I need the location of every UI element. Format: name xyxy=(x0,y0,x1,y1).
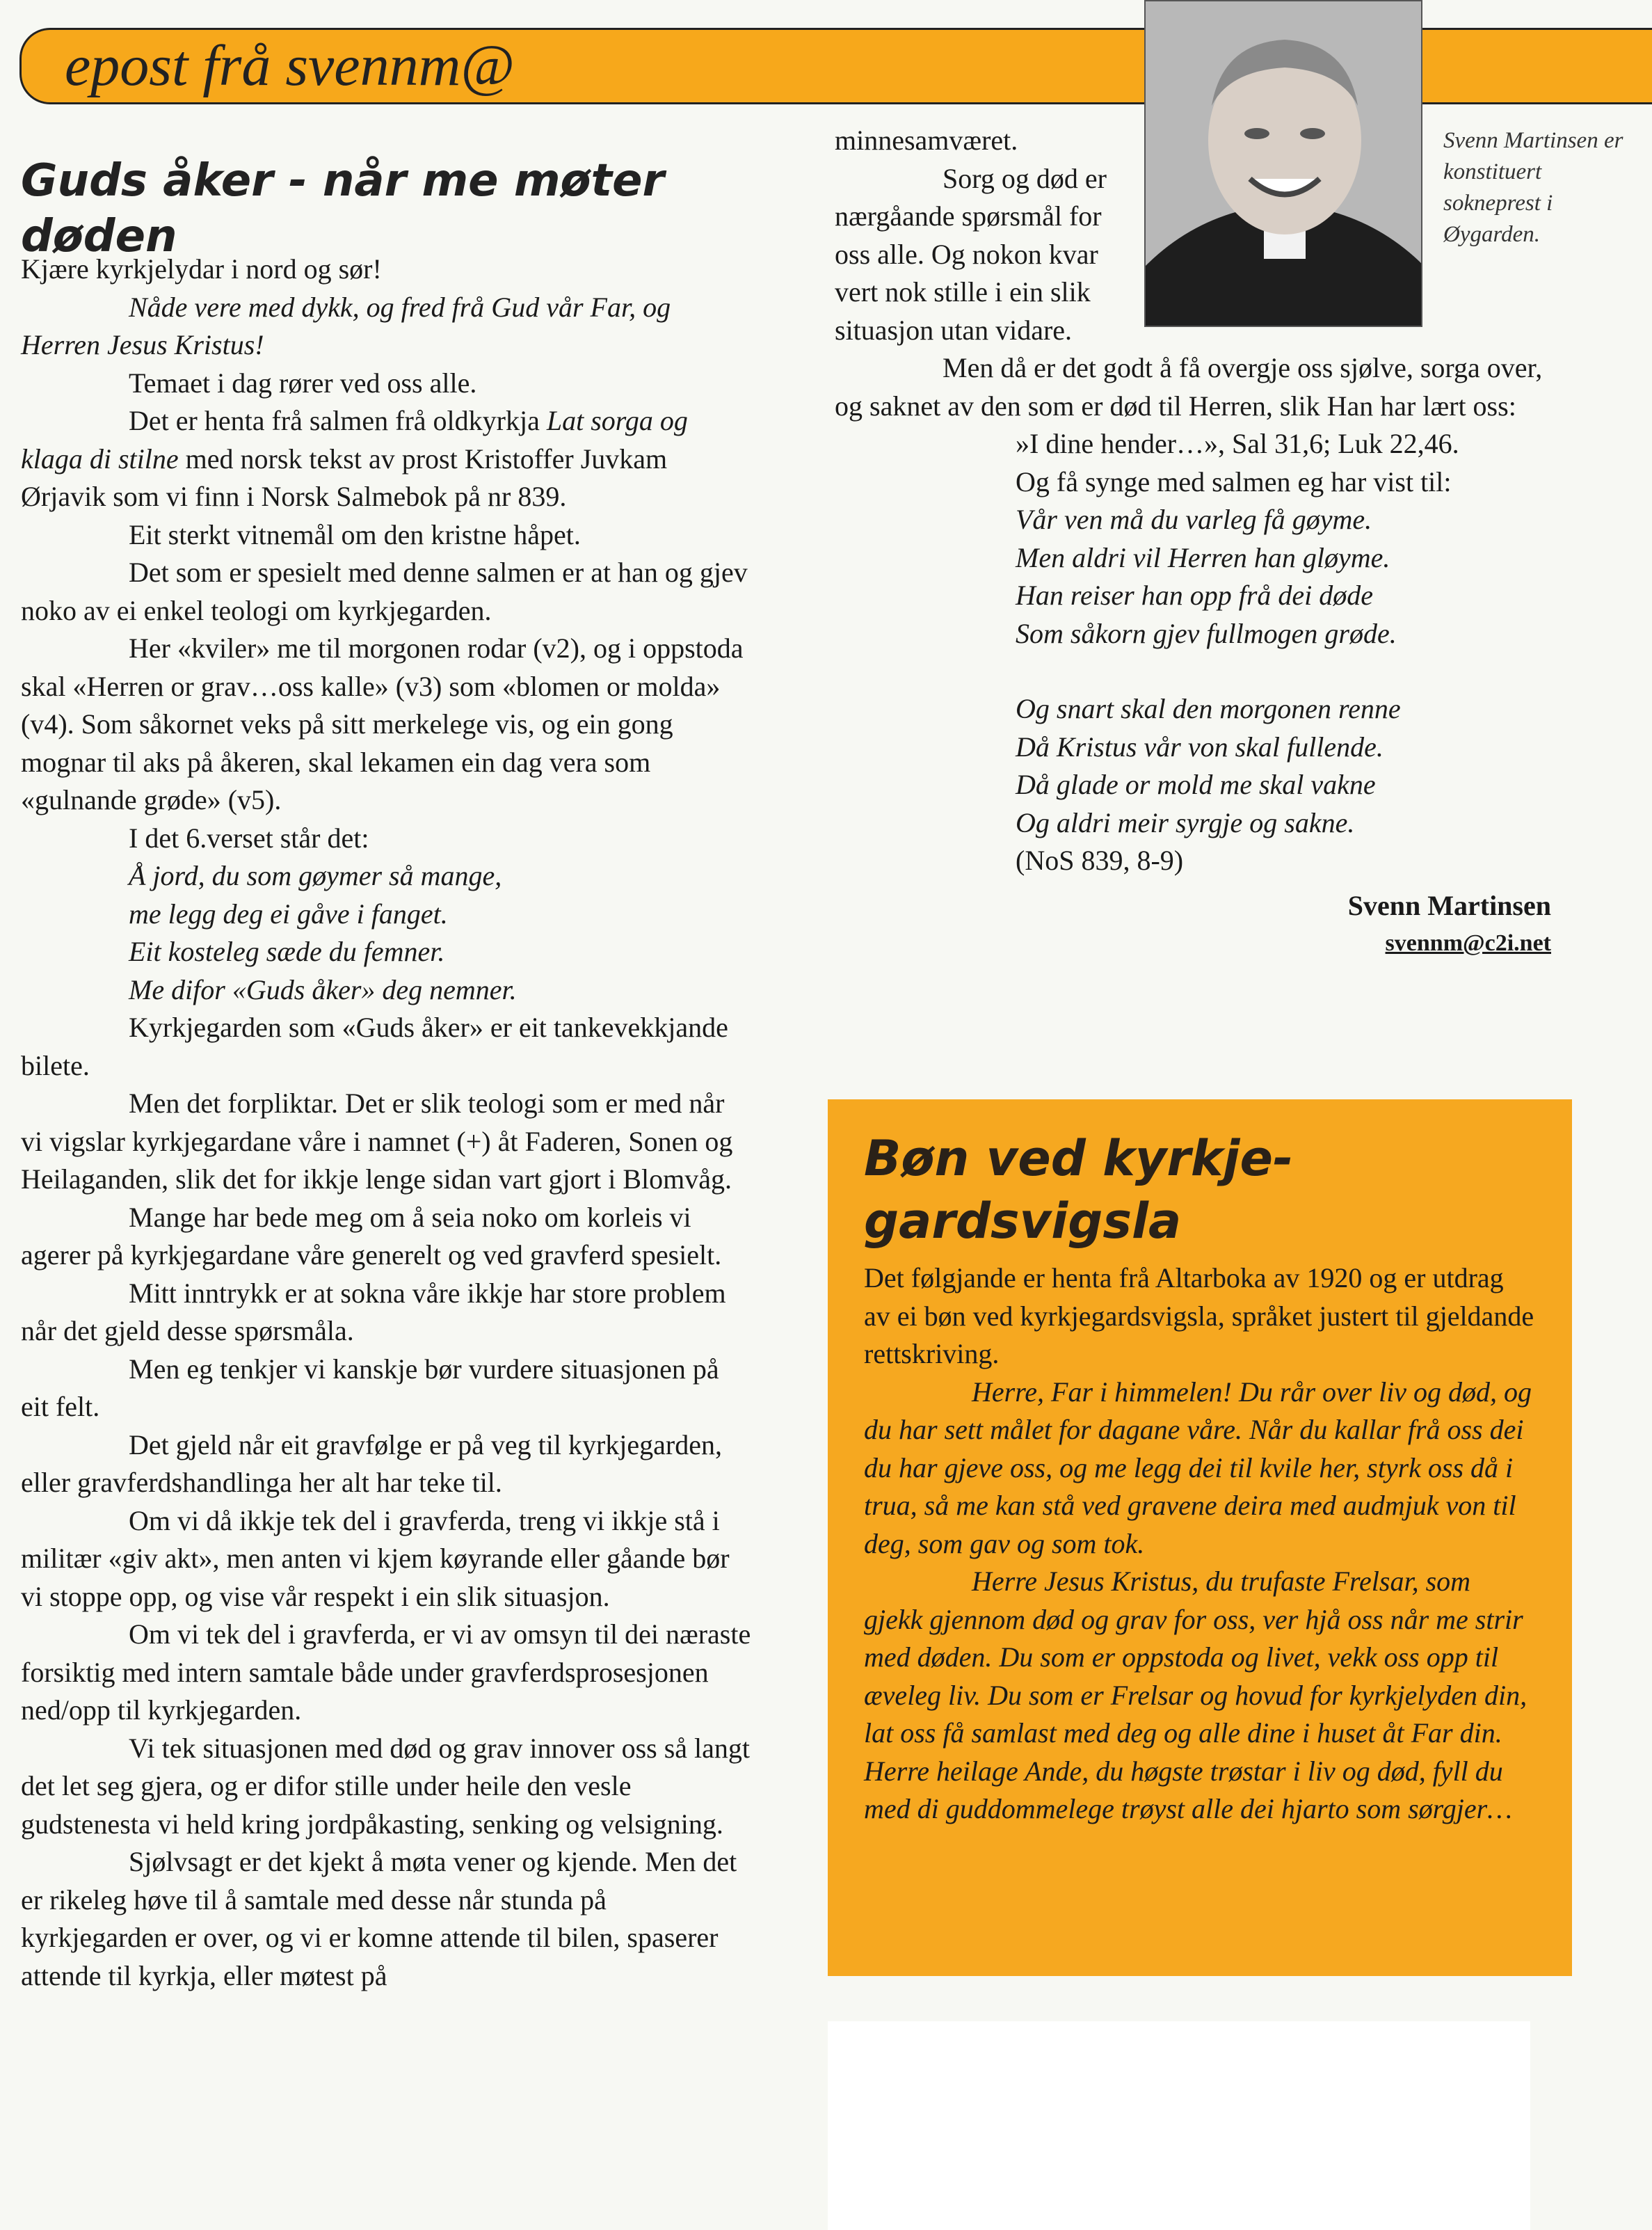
prayer-body xyxy=(864,1259,1536,1829)
prayer-paragraph: Herre, Far i himmelen! Du rår over liv og død, og du har sett målet for dagane våre. Når du kallar frå oss dei du har gjeve oss, og me legg dei til kvile her, styrk oss då i trua, så me kan stå ved gravene deira med audmjuk von til deg, som gav og som tok. xyxy=(864,1376,1532,1559)
paragraph: minnesamværet. xyxy=(835,125,1018,156)
banner-title: epost frå svennm@ xyxy=(65,33,515,98)
paragraph: Kjære kyrkjelydar i nord og sør! xyxy=(21,253,382,285)
author-signature: Svenn Martinsen xyxy=(1347,889,1551,921)
paragraph: Mitt inntrykk er at sokna våre ikkje har store problem når det gjeld desse spørsmåla. xyxy=(21,1277,726,1346)
blank-panel xyxy=(828,2021,1530,2230)
author-email-link[interactable]: svennm@c2i.net xyxy=(1385,930,1551,956)
paragraph: Mange har bede meg om å seia noko om korleis vi agerer på kyrkjegardane våre generelt og ved gravferd spesielt. xyxy=(21,1201,722,1271)
photo-caption: Svenn Martinsen er konstituert sokneprest i Øygarden. xyxy=(1443,128,1623,247)
prayer-title: Bøn ved kyrkje-gardsvigsla xyxy=(864,1130,1294,1250)
verse-line: Me difor «Guds åker» deg nemner. xyxy=(129,973,517,1005)
prayer-paragraph: Herre Jesus Kristus, du trufaste Frelsar, som gjekk gjennom død og grav for oss, ver hjå oss når me strir med døden. Du som er oppstoda og livet, vekk oss opp til æveleg liv. Du som er Frelsar og hovud for kyrkjelyden din, lat oss få samlast med deg og alle dine i huset åt Far din. xyxy=(864,1566,1527,1749)
prayer-paragraph: Herre heilage Ande, du høgste trøstar i liv og død, fyll du med di guddommelege trøyst alle dei hjarto som sørgjer… xyxy=(864,1755,1512,1824)
scripture-reference: »I dine hender…», Sal 31,6; Luk 22,46. xyxy=(1016,428,1459,459)
paragraph: Temaet i dag rører ved oss alle. xyxy=(129,367,477,399)
paragraph: Men då er det godt å få overgje oss sjølve, sorga over, og saknet av den som er død til Herren, slik Han har lært oss: xyxy=(835,352,1543,422)
text-span: Det er henta frå salmen frå oldkyrkja xyxy=(129,405,547,436)
paragraph: Her «kviler» me til morgonen rodar (v2), og i oppstoda skal «Herren or grav…oss kalle» (v3) som «blomen or molda» (v4). Som såkornet veks på sitt merkelege vis, og ein gong mognar til aks på åkeren, skal lekamen ein dag vera som «gulnande grøde» (v5). xyxy=(21,632,744,815)
paragraph: Og få synge med salmen eg har vist til: xyxy=(1016,465,1452,497)
text-span: med norsk tekst av prost Kristoffer Juvkam Ørjavik som vi finn i Norsk Salmebok på nr 839. xyxy=(21,443,668,512)
article-left-column xyxy=(21,250,751,1995)
paragraph: Det som er spesielt med denne salmen er at han og gjev noko av ei enkel teologi om kyrkjegarden. xyxy=(21,557,748,626)
hymn-title: Lat sorga og klaga di stilne xyxy=(21,405,688,475)
hymn-reference: (NoS 839, 8-9) xyxy=(1016,845,1184,876)
paragraph: Om vi tek del i gravferda, er vi av omsyn til dei næraste forsiktig med intern samtale både under gravferdsprosesjonen ned/opp til kyrkjegarden. xyxy=(21,1618,751,1726)
verse-line: Og aldri meir syrgje og sakne. xyxy=(1016,806,1355,838)
verse-line: Og snart skal den morgonen renne xyxy=(1016,693,1401,724)
verse-line: me legg deg ei gåve i fanget. xyxy=(129,898,448,930)
verse-line: Då glade or mold me skal vakne xyxy=(1016,769,1376,800)
quote-block xyxy=(835,425,1572,880)
paragraph: Det gjeld når eit gravfølge er på veg til kyrkjegarden, eller gravferdshandlinga her alt har teke til. xyxy=(21,1428,722,1498)
paragraph xyxy=(21,402,751,516)
paragraph: Men det forpliktar. Det er slik teologi som er med når vi vigslar kyrkjegardane våre i namnet (+) åt Faderen, Sonen og Heilaganden, slik det for ikkje lenge sidan vart gjort i Blomvåg. xyxy=(21,1088,733,1195)
verse-line: Då Kristus vår von skal fullende. xyxy=(1016,731,1384,763)
greeting-italic: Nåde vere med dykk, og fred frå Gud vår Far, og Herren Jesus Kristus! xyxy=(21,291,671,360)
paragraph: Sorg og død er nærgåande spørsmål for oss alle. Og nokon kvar vert nok stille i ein slik situasjon utan vidare. xyxy=(835,162,1107,346)
article-headline: Guds åker - når me møter døden xyxy=(21,155,665,262)
paragraph: I det 6.verset står det: xyxy=(129,822,369,854)
prayer-box xyxy=(828,1099,1572,1976)
paragraph: Men eg tenkjer vi kanskje bør vurdere situasjonen på eit felt. xyxy=(21,1353,719,1422)
paragraph: Eit sterkt vitnemål om den kristne håpet. xyxy=(129,518,581,550)
prayer-intro: Det følgjande er henta frå Altarboka av 1920 og er utdrag av ei bøn ved kyrkjegardsvigsla, språket justert til gjeldande rettskriving. xyxy=(864,1262,1534,1369)
verse-line: Han reiser han opp frå dei døde xyxy=(1016,580,1374,611)
verse-line: Vår ven må du varleg få gøyme. xyxy=(1016,504,1372,535)
verse-line: Å jord, du som gøymer så mange, xyxy=(129,860,502,891)
verse-line: Men aldri vil Herren han gløyme. xyxy=(1016,541,1390,573)
paragraph: Sjølvsagt er det kjekt å møta vener og kjende. Men det er rikeleg høve til å samtale med desse når stunda på kyrkjegarden er over, og vi er komne attende til bilen, spaserer attende til kyrkja, eller møtest på xyxy=(21,1846,737,1991)
paragraph: Om vi då ikkje tek del i gravferda, treng vi ikkje stå i militær «giv akt», men anten vi kjem køyrande eller gåande bør vi stoppe opp, og vise vår respekt i ein slik situasjon. xyxy=(21,1504,730,1612)
article-right-column xyxy=(835,122,1572,963)
verse-line: Som såkorn gjev fullmogen grøde. xyxy=(1016,617,1397,649)
paragraph: Vi tek situasjonen med død og grav innover oss så langt det let seg gjera, og er difor stille under heile den vesle gudstenesta vi held kring jordpåkasting, senking og velsigning. xyxy=(21,1732,751,1840)
verse-line: Eit kosteleg sæde du femner. xyxy=(129,936,445,967)
stanza-gap xyxy=(1016,653,1572,690)
paragraph: Kyrkjegarden som «Guds åker» er eit tankevekkjande bilete. xyxy=(21,1012,728,1081)
